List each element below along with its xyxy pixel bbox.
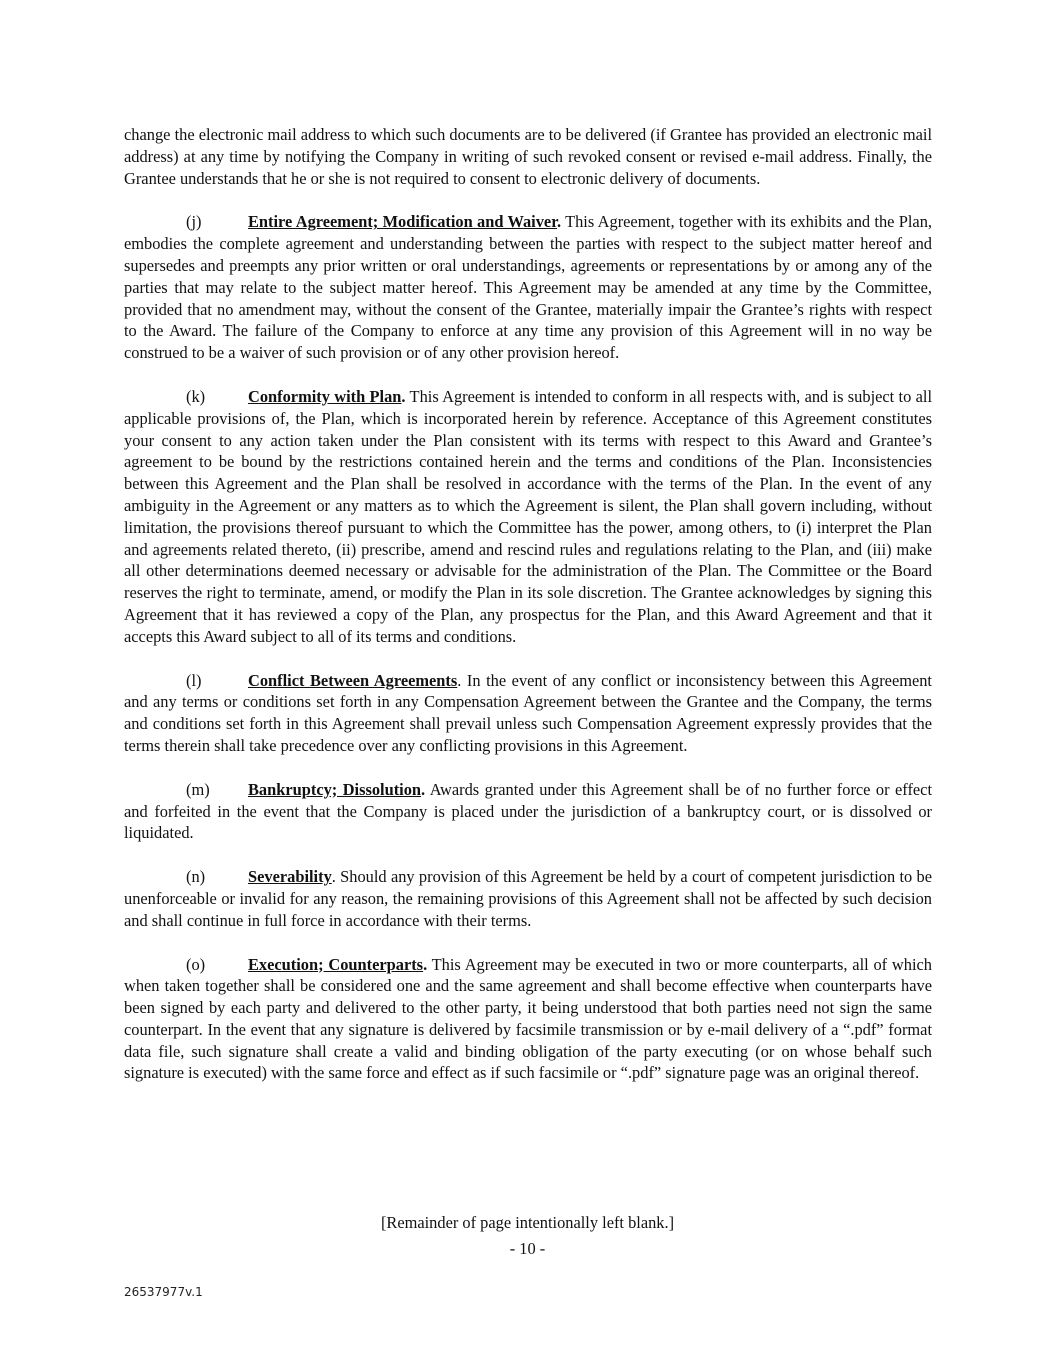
section-heading: Bankruptcy; Dissolution bbox=[248, 779, 422, 799]
section-text: This Agreement is intended to conform in all respects with, and is subject to all applicable provisions of, the Plan, which is incorporated herein by reference. Acceptance of this Agreement constitutes your consent to any action taken under the Plan consistent with its terms with respect to this Award and Grantee’s agreement to be bound by the restrictions contained herein and the terms and conditions of the Plan. Inconsistencies between this Agreement and the Plan shall be resolved in accordance with the terms of the Plan. In the event of any ambiguity in the Agreement or any matters as to which the Agreement is silent, the Plan shall govern including, without limitation, the provisions thereof pursuant to which the Committee has the power, among others, to (i) interpret the Plan and agreements related thereto, (ii) prescribe, amend and rescind rules and regulations relating to the Plan, and (iii) make all other determinations deemed necessary or advisable for the administration of the Plan. The Committee or the Board reserves the right to terminate, amend, or modify the Plan in its sole discretion. The Grantee acknowledges by signing this Agreement that it has reviewed a copy of the Plan, any prospectus for the Plan, and this Award Agreement and that it accepts this Award subject to all of its terms and conditions. bbox=[124, 386, 932, 646]
remainder-note: [Remainder of page intentionally left blank.] bbox=[380, 1213, 675, 1232]
section-heading: Entire Agreement; Modification and Waiver bbox=[248, 212, 557, 232]
section-text: Awards granted under this Agreement shall be of no further force or effect and forfeited in the event that the Company is placed under the jurisdiction of a bankruptcy court, or is dissolved or liquidated. bbox=[124, 779, 933, 843]
section-text: . Should any provision of this Agreement be held by a court of competent jurisdiction to be unenforceable or invalid for any reason, the remaining provisions of this Agreement shall not be affected by such decision and shall continue in full force in accordance with their terms. bbox=[124, 867, 932, 930]
section-number: (n) bbox=[186, 867, 206, 887]
section-m bbox=[124, 779, 932, 844]
section-n bbox=[124, 866, 932, 931]
section-number: (k) bbox=[186, 386, 206, 406]
section-number: (j) bbox=[186, 212, 202, 232]
section-o bbox=[124, 954, 932, 1085]
section-l bbox=[124, 670, 932, 757]
section-number: (l) bbox=[186, 670, 202, 690]
intro-paragraph: change the electronic mail address to which such documents are to be delivered (if Grantee has provided an electronic mail address) at any time by notifying the Company in writing of such revoked consent or revised e-mail address. Finally, the Grantee understands that he or she is not required to consent to electronic delivery of documents. bbox=[124, 125, 932, 188]
section-j bbox=[124, 211, 932, 364]
section-heading: Conflict Between Agreements bbox=[248, 670, 458, 690]
section-heading: Conformity with Plan bbox=[248, 386, 402, 406]
page-number: - 10 - bbox=[509, 1239, 546, 1258]
section-number: (o) bbox=[186, 954, 206, 974]
document-body bbox=[124, 124, 932, 1106]
section-text: . In the event of any conflict or inconsistency between this Agreement and any terms or conditions set forth in any Compensation Agreement between the Grantee and the Company, the terms and conditions set forth in this Agreement shall prevail unless such Compensation Agreement expressly provides that the terms therein shall take precedence over any conflicting provisions in this Agreement. bbox=[124, 670, 932, 755]
section-text: This Agreement may be executed in two or more counterparts, all of which when taken together shall be considered one and the same agreement and shall become effective when counterparts have been signed by each party and delivered to the other party, it being understood that both parties need not sign the same counterpart. In the event that any signature is delivered by facsimile transmission or by e-mail delivery of a “.pdf” format data file, such signature shall create a valid and binding obligation of the party executing (or on whose behalf such signature is executed) with the same force and effect as if such facsimile or “.pdf” signature page was an original thereof. bbox=[124, 954, 932, 1083]
document-id: 26537977v.1 bbox=[124, 1285, 203, 1299]
heading-punctuation: . bbox=[401, 386, 406, 406]
section-text: This Agreement, together with its exhibits and the Plan, embodies the complete agreement and understanding between the parties with respect to the subject matter hereof and supersedes and preempts any prior written or oral understandings, agreements or representations by or among any of the parties that may relate to the subject matter hereof. This Agreement may be amended at any time by the Committee, provided that no amendment may, without the consent of the Grantee, materially impair the Grantee’s rights with respect to the Award. The failure of the Company to enforce at any time any provision of this Agreement will in no way be construed to be a waiver of such provision or of any other provision hereof. bbox=[124, 212, 932, 363]
heading-punctuation: . bbox=[556, 212, 562, 232]
heading-punctuation: . bbox=[423, 954, 428, 974]
section-heading: Execution; Counterparts bbox=[248, 954, 424, 974]
section-k bbox=[124, 386, 932, 648]
heading-punctuation: . bbox=[421, 779, 426, 799]
section-number: (m) bbox=[186, 779, 210, 799]
section-heading: Severability bbox=[248, 867, 332, 887]
